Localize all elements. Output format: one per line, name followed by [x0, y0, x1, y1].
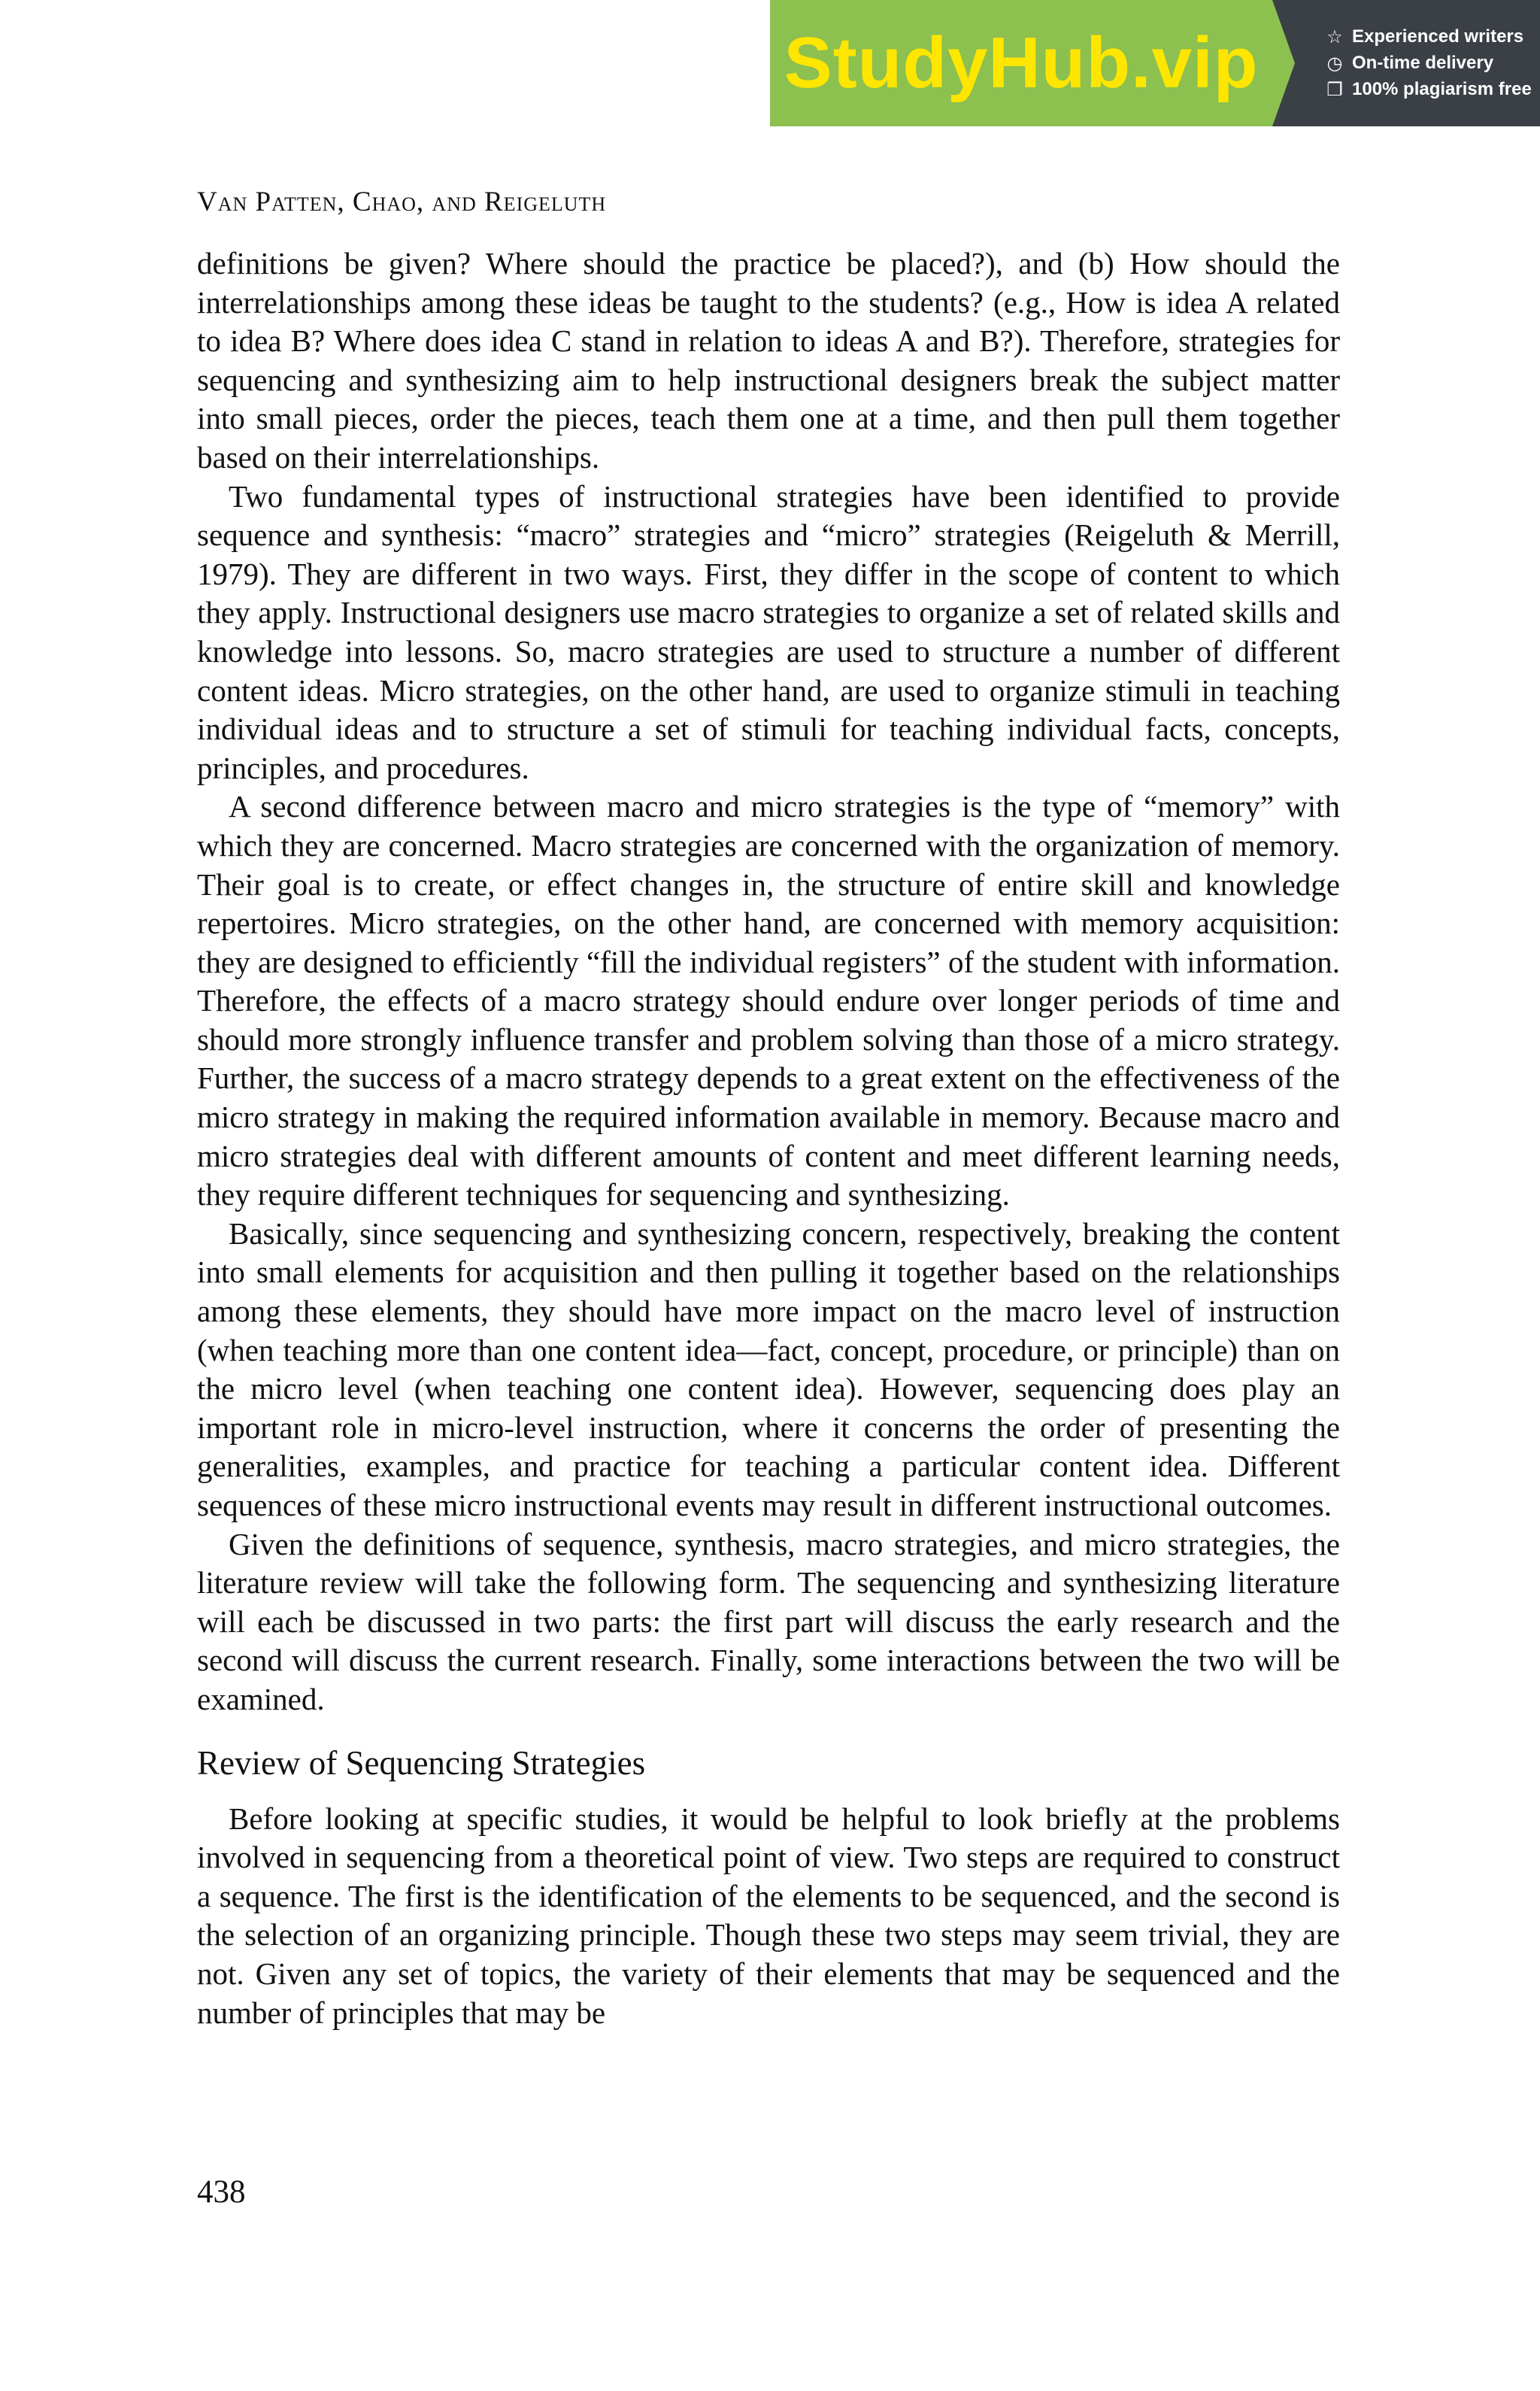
feature-on-time-delivery: [1325, 53, 1540, 74]
paragraph: Given the definitions of sequence, synthesis, macro strategies, and micro strategies, the literature review will take the following form. The sequencing and synthesizing literature will each be discussed in two parts: the first part will discuss the early research and the second will discuss the current research. Finally, some interactions between the two will be examined.: [197, 1526, 1340, 1716]
logo-text: StudyHub.vip: [784, 23, 1259, 103]
studyhub-banner[interactable]: [770, 0, 1540, 126]
feature-label: On-time delivery: [1352, 53, 1494, 73]
feature-plagiarism-free: [1325, 79, 1540, 101]
document-check-icon: ❐: [1326, 79, 1343, 100]
running-head-text: Van Patten, Chao, and Reigeluth: [197, 187, 607, 217]
page-number: 438: [197, 2174, 246, 2210]
feature-experienced-writers: [1325, 26, 1540, 48]
body-text: [197, 244, 1340, 2032]
section-heading: Review of Sequencing Strategies: [197, 1743, 646, 1782]
feature-label: 100% plagiarism free: [1352, 79, 1532, 99]
banner-arrow: [1272, 0, 1295, 126]
feature-label: Experienced writers: [1352, 26, 1524, 47]
studyhub-logo[interactable]: [770, 0, 1272, 126]
running-head: [197, 188, 1340, 216]
paragraph: Basically, since sequencing and synthesizing concern, respectively, breaking the content into small elements for acquisition and then pulling it together based on the relationships among these elements, they should have more impact on the macro level of instruction (when teaching more than one content idea—fact, concept, procedure, or principle) than on the micro level (when teaching one content idea). However, sequencing does play an important role in micro-level instruction, where it concerns the order of presenting the generalities, examples, and practice for teaching a particular content idea. Different sequences of these micro instructional events may result in different instructional outcomes.: [197, 1215, 1340, 1522]
paragraph: Two fundamental types of instructional strategies have been identified to provide sequence and synthesis: “macro” strategies and “micro” strategies (Reigeluth & Merrill, 1979). They are different in two ways. First, they differ in the scope of content to which they apply. Instructional designers use macro strategies to organize a set of related skills and knowledge into lessons. So, macro strategies are used to structure a number of different content ideas. Micro strategies, on the other hand, are used to organize stimuli in teaching individual ideas and to structure a set of stimuli for teaching individual facts, concepts, principles, and procedures.: [197, 478, 1340, 785]
document-page: [197, 188, 1340, 2032]
banner-features: [1272, 0, 1540, 126]
paragraph: Before looking at specific studies, it would be helpful to look briefly at the problems involved in sequencing from a theoretical point of view. Two steps are required to construct a sequence. The first is the identification of the elements to be sequenced, and the second is the selection of an organizing principle. Though these two steps may seem trivial, they are not. Given any set of topics, the variety of their elements that may be sequenced and the number of principles that may be: [197, 1801, 1340, 2030]
clock-icon: ◷: [1326, 53, 1343, 74]
paragraph: A second difference between macro and micro strategies is the type of “memory” with which they are concerned. Macro strategies are concerned with the organization of memory. Their goal is to create, or effect changes in, the structure of entire skill and knowledge repertoires. Micro strategies, on the other hand, are concerned with memory acquisition: they are designed to efficiently “fill the individual registers” of the student with information. Therefore, the effects of a macro strategy should endure over longer periods of time and should more strongly influence transfer and problem solving than those of a micro strategy. Further, the success of a macro strategy depends to a great extent on the effectiveness of the micro strategy in making the required information available in memory. Because macro and micro strategies deal with different amounts of content and meet different learning needs, they require different techniques for sequencing and synthesizing.: [197, 789, 1340, 1212]
paragraph: definitions be given? Where should the practice be placed?), and (b) How should the interrelationships among these ideas be taught to the students? (e.g., How is idea A related to idea B? Where does idea C stand in relation to ideas A and B?). Therefore, strategies for sequencing and synthesizing aim to help instructional designers break the subject matter into small pieces, order the pieces, teach them one at a time, and then pull them together based on their interrelationships.: [197, 246, 1340, 475]
star-icon: ☆: [1326, 26, 1343, 47]
